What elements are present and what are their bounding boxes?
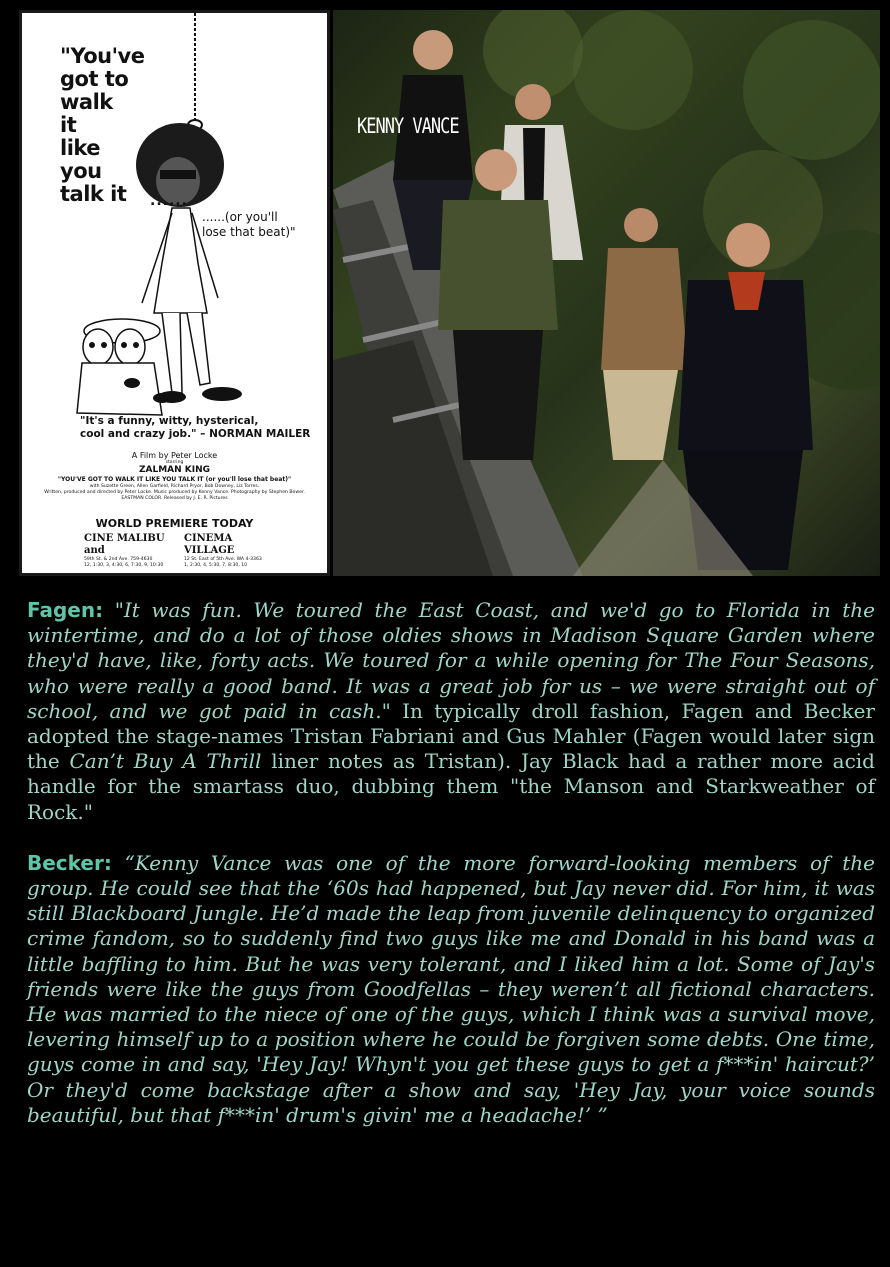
band-photo-illustration [333,10,880,576]
tagline-line: like [60,136,101,160]
endorsement-line: cool and crazy job." – NORMAN MAILER [80,428,311,440]
tagline-line: got to [60,67,129,91]
venue-cinema-village [184,533,284,569]
venue-name: CINEMA VILLAGE [184,533,235,556]
narrative-text: In typically droll fashion, Fagen and Becker adopted the stage-names Tristan Fabriani and Gus Mahler (Fagen would later sign the [27,698,875,774]
starring-label: starring [165,460,184,465]
venue-times: 12, 1:30, 3, 4:30, 6, 7:30, 9, 10:30 [84,563,164,568]
poster-tagline [60,45,144,206]
tagline-line: it [60,113,77,137]
cast-line: with Suzette Green, Allen Garfield, Richard Pryor, Bob Downey, Liz Torres. [89,484,260,489]
quote-text: “Kenny Vance was one of the more forward-looking members of the group. He could see that the ‘60s had happened, but Jay never did. For him, it was still Blackboard Jungle. He’d made the leap from juvenile delinquency to organized crime fandom, so to suddenly find two guys like me and Donald in his band was a little baffling to him. But he was very tolerant, and I liked him a lot. Some of Jay's friends were like the guys from Goodfellas – they weren’t all fictional characters. He was married to the niece of one of the guys, which I think was a survival move, levering himself up to a position where he could be forgiven some debts. One time, guys come in and say, 'Hey Jay! Whyn't you get these guys to get a f***in' haircut?’ Or they'd come backstage after a show and say, 'Hey Jay, your voice sounds beautiful, but that f***in' drum's givin' me a headache!’ ” [27,850,875,1127]
poster-credits [22,451,327,502]
venue-address: 12 St. East of 5th Ave. WA 4-3363 [184,557,262,562]
film-by: A Film by Peter Locke [131,451,218,460]
tagline-dots: ...... [150,193,188,209]
tagline-line: talk it [60,182,127,206]
distribution-line: EASTMAN COLOR. Released by J. E. R. Pictures [121,496,228,501]
photo-caption: KENNY VANCE [357,114,459,139]
tagline-line: you [60,159,102,183]
crew-line: Written, produced and directed by Peter Locke. Music produced by Kenny Vance. Photography by Stephen Bower. [44,490,305,495]
venue-cine-malibu [84,533,184,569]
album-title: Can’t Buy A Thrill [69,749,262,774]
narrative-text: liner notes as Tristan). Jay Black had a rather more acid handle for the smartass duo, dubbing them "the Manson and Starkweather of Rock." [27,749,875,824]
venue-times: 1, 2:30, 4, 5:30, 7, 8:30, 10 [184,563,248,568]
tagline-end-line: ......(or you'll [202,210,278,224]
film-title-line: "YOU'VE GOT TO WALK IT LIKE YOU TALK IT (or you'll lose that beat)" [57,476,292,483]
speaker-label: Fagen: [27,598,104,622]
tagline-end-line: lose that beat)" [202,225,296,239]
paragraph-becker [27,851,875,1128]
band-photo [333,10,880,576]
tagline-line: "You've [60,44,145,68]
poster-endorsement [80,415,320,441]
premiere-banner: WORLD PREMIERE TODAY [95,517,254,530]
star-name: ZALMAN KING [138,465,211,475]
paragraph-fagen [27,598,875,825]
tagline-line: walk [60,90,113,114]
movie-poster [19,10,330,576]
speaker-label: Becker: [27,850,112,875]
tagline-end [202,210,296,240]
venue-address: 59th St. & 2nd Ave. 759-4630 [84,557,153,562]
quote-text: "It was fun. We toured the East Coast, and we'd go to Florida in the wintertime, and do a lot of those oldies shows in Madison Square Garden where they'd have, like, forty acts. We toured for a while opening for The Four Seasons, who were really a good band. It was a great job for us – we were straight out of school, and we got paid in cash." [27,598,875,723]
article-text [27,598,875,1128]
endorsement-line: "It's a funny, witty, hysterical, [80,415,259,427]
venue-name: CINE MALIBU and [84,533,165,556]
